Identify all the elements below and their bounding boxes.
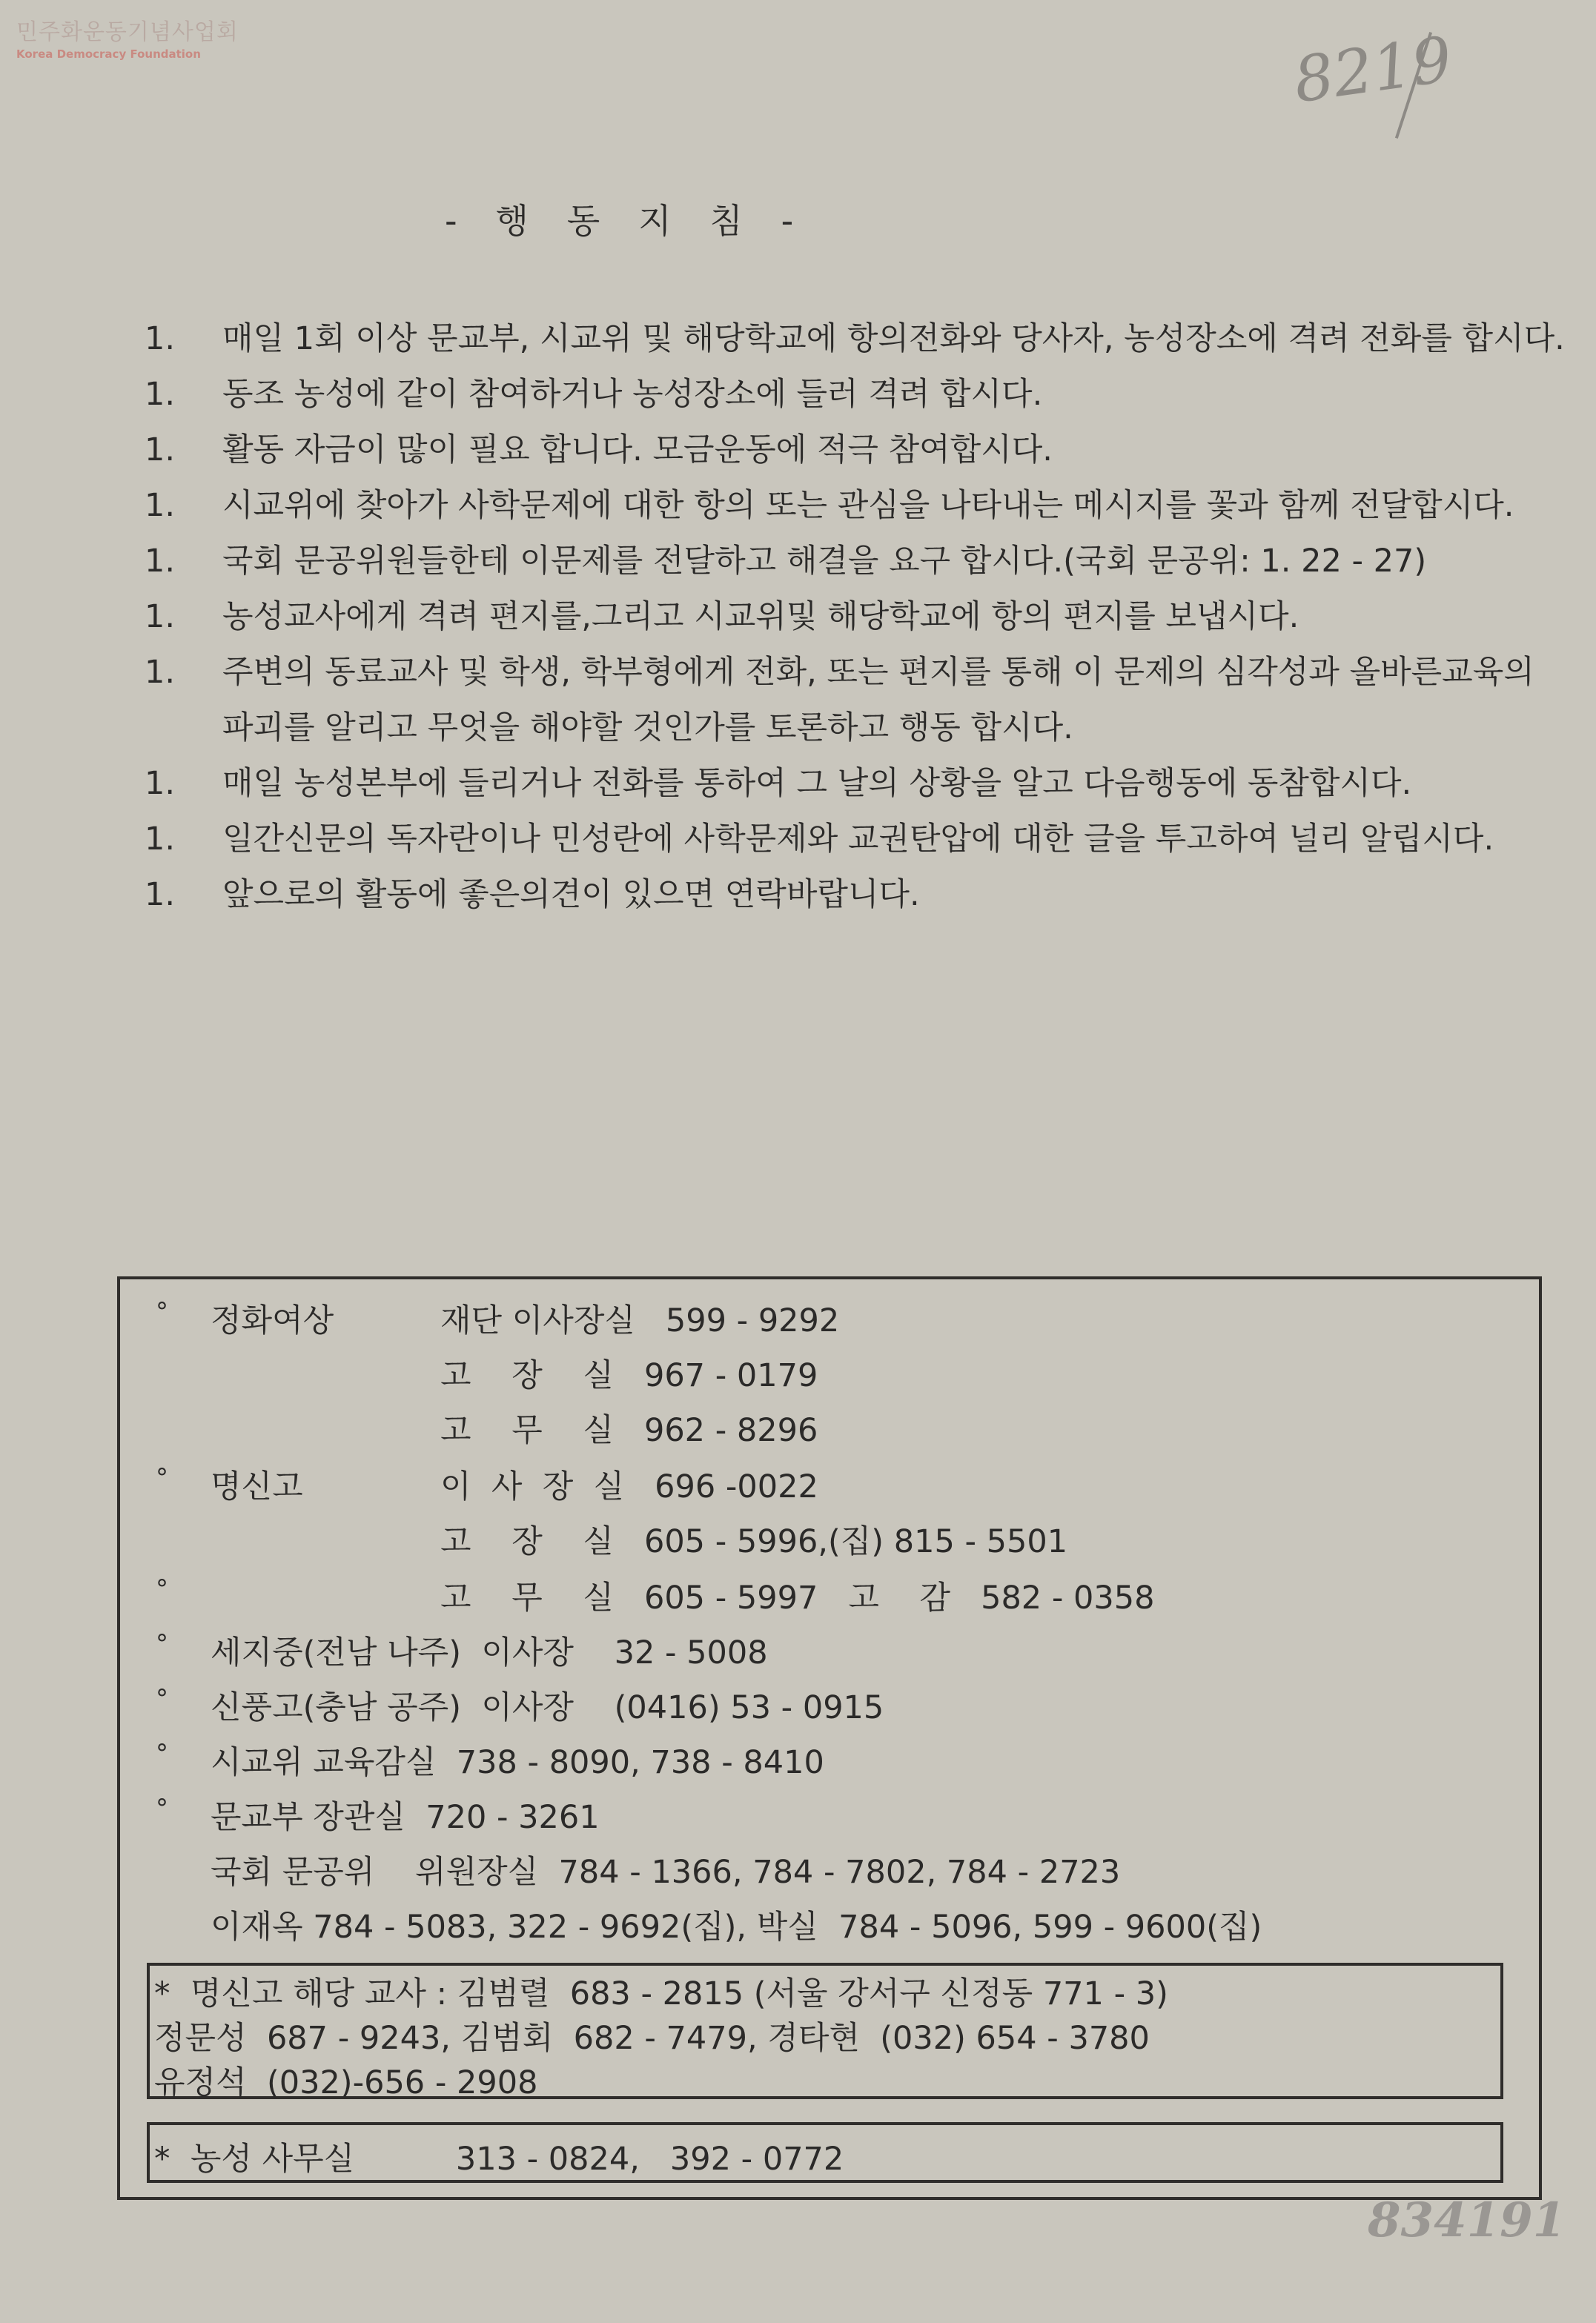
contact-school-name: 정화여상 bbox=[211, 1302, 334, 1339]
contact-school-name: 명신고 bbox=[211, 1468, 303, 1505]
item-number: 1. bbox=[145, 765, 176, 802]
contact-line: 문교부 장관실 720 - 3261 bbox=[211, 1799, 600, 1836]
guideline-item bbox=[145, 478, 1568, 534]
contact-line: * 농성 사무실 313 - 0824, 392 - 0772 bbox=[154, 2141, 844, 2178]
contact-line: 신풍고(충남 공주) 이사장 (0416) 53 - 0915 bbox=[211, 1689, 884, 1726]
contact-line: 이 사 장 실 696 -0022 bbox=[440, 1468, 818, 1505]
bullet-icon: ° bbox=[156, 1297, 168, 1327]
contact-line: 고 장 실 605 - 5996,(집) 815 - 5501 bbox=[440, 1523, 1068, 1560]
item-number: 1. bbox=[145, 376, 176, 413]
bullet-icon: ° bbox=[156, 1794, 168, 1823]
item-text: 시교위에 찾아가 사학문제에 대한 항의 또는 관심을 나타내는 메시지를 꽃과 함께 전달합시다. bbox=[222, 487, 1514, 524]
guideline-item bbox=[145, 756, 1568, 812]
guideline-item bbox=[145, 867, 1568, 923]
bullet-icon: ° bbox=[156, 1463, 168, 1493]
guideline-item bbox=[145, 812, 1568, 867]
watermark-english: Korea Democracy Foundation bbox=[16, 47, 201, 61]
guideline-item bbox=[145, 422, 1568, 478]
contact-line: 고 무 실 962 - 8296 bbox=[440, 1412, 818, 1449]
guideline-item bbox=[145, 534, 1568, 589]
contact-line: 유정석 (032)-656 - 2908 bbox=[154, 2064, 538, 2101]
contact-line: 시교위 교육감실 738 - 8090, 738 - 8410 bbox=[211, 1744, 824, 1781]
handwritten-archive-number: 834191 bbox=[1368, 2193, 1566, 2248]
item-text: 주변의 동료교사 및 학생, 학부형에게 전화, 또는 편지를 통해 이 문제의 심각성과 올바른교육의 파괴를 알리고 무엇을 해야할 것인가를 토론하고 행동 합시다. bbox=[222, 654, 1534, 746]
guideline-item bbox=[145, 645, 1568, 756]
watermark-logo bbox=[16, 13, 239, 61]
contact-line: 고 장 실 967 - 0179 bbox=[440, 1357, 818, 1394]
sit-in-office-box bbox=[147, 2122, 1503, 2183]
bullet-icon: ° bbox=[156, 1574, 168, 1604]
item-number: 1. bbox=[145, 487, 176, 524]
teacher-contact-box bbox=[147, 1963, 1503, 2099]
watermark-korean: 민주화운동기념사업회 bbox=[16, 19, 239, 45]
guideline-item bbox=[145, 589, 1568, 645]
page-title: - 행 동 지 침 - bbox=[445, 201, 795, 241]
item-text: 앞으로의 활동에 좋은의견이 있으면 연락바랍니다. bbox=[222, 876, 920, 913]
item-text: 농성교사에게 격려 편지를,그리고 시교위및 해당학교에 항의 편지를 보냅시다. bbox=[222, 598, 1299, 635]
contact-line: 정문성 687 - 9243, 김범회 682 - 7479, 경타현 (032) 654 - 3780 bbox=[154, 2020, 1150, 2057]
contact-line: 재단 이사장실 599 - 9292 bbox=[440, 1302, 840, 1339]
item-number: 1. bbox=[145, 598, 176, 635]
bullet-icon: ° bbox=[156, 1739, 168, 1769]
contact-line: 국회 문공위 위원장실 784 - 1366, 784 - 7802, 784 - 2723 bbox=[211, 1854, 1121, 1891]
contact-line: * 명신고 해당 교사 : 김범렬 683 - 2815 (서울 강서구 신정동 771 - 3) bbox=[154, 1975, 1168, 2012]
guideline-list bbox=[145, 311, 1568, 923]
item-number: 1. bbox=[145, 431, 176, 468]
item-number: 1. bbox=[145, 821, 176, 858]
item-number: 1. bbox=[145, 876, 176, 913]
item-text: 국회 문공위원들한테 이문제를 전달하고 해결을 요구 합시다.(국회 문공위: 1. 22 - 27) bbox=[222, 543, 1427, 580]
item-number: 1. bbox=[145, 543, 176, 580]
contact-line: 고 무 실 605 - 5997 고 감 582 - 0358 bbox=[440, 1580, 1155, 1617]
bullet-icon: ° bbox=[156, 1629, 168, 1659]
bullet-icon: ° bbox=[156, 1684, 168, 1714]
handwritten-document-number: 8219 bbox=[1289, 22, 1457, 117]
contact-box bbox=[117, 1276, 1542, 2200]
item-number: 1. bbox=[145, 320, 176, 357]
contact-line: 이재옥 784 - 5083, 322 - 9692(집), 박실 784 - 5096, 599 - 9600(집) bbox=[211, 1909, 1262, 1946]
item-text: 활동 자금이 많이 필요 합니다. 모금운동에 적극 참여합시다. bbox=[222, 431, 1053, 468]
guideline-item bbox=[145, 311, 1568, 367]
item-text: 동조 농성에 같이 참여하거나 농성장소에 들러 격려 합시다. bbox=[222, 376, 1043, 413]
item-number: 1. bbox=[145, 654, 176, 691]
contact-line: 세지중(전남 나주) 이사장 32 - 5008 bbox=[211, 1634, 768, 1671]
item-text: 일간신문의 독자란이나 민성란에 사학문제와 교권탄압에 대한 글을 투고하여 널리 알립시다. bbox=[222, 821, 1494, 858]
item-text: 매일 1회 이상 문교부, 시교위 및 해당학교에 항의전화와 당사자, 농성장소에 격려 전화를 합시다. bbox=[222, 320, 1565, 357]
item-text: 매일 농성본부에 들리거나 전화를 통하여 그 날의 상황을 알고 다음행동에 동참합시다. bbox=[222, 765, 1412, 802]
guideline-item bbox=[145, 367, 1568, 422]
